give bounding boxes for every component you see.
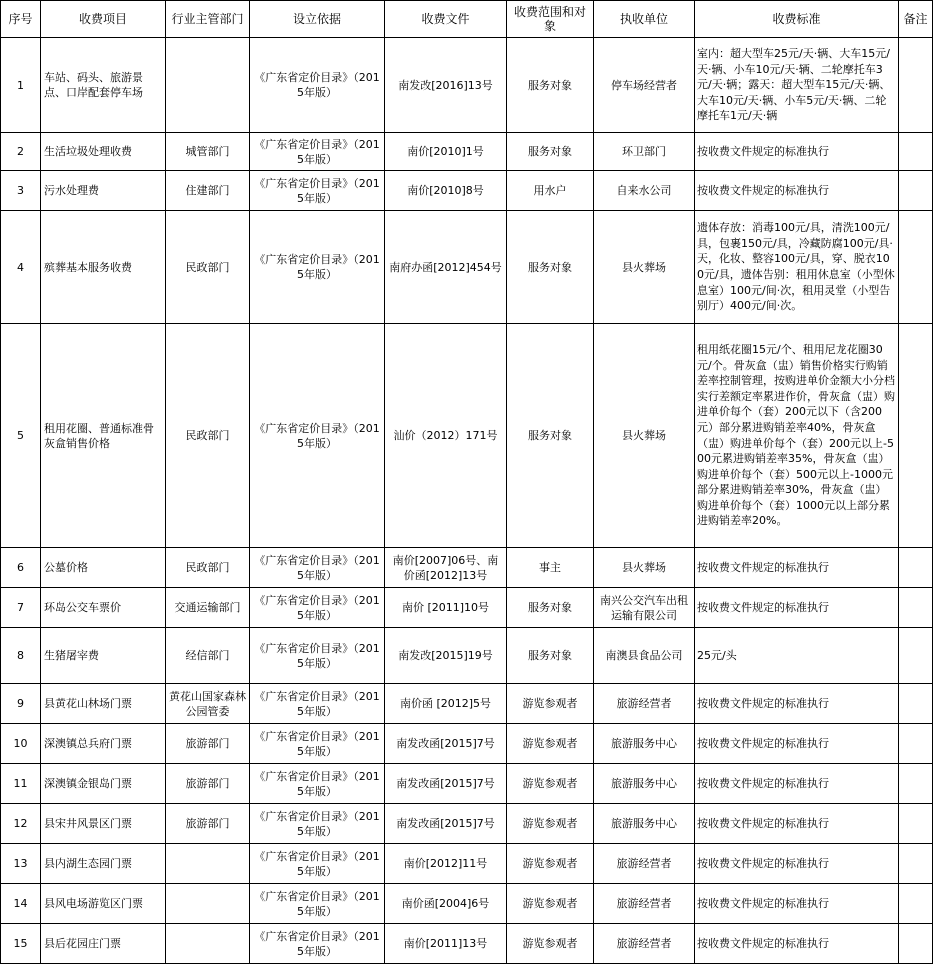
cell-item: 县内湖生态园门票 bbox=[41, 844, 166, 884]
cell-scope: 游览参观者 bbox=[507, 884, 594, 924]
cell-standard: 按收费文件规定的标准执行 bbox=[695, 804, 899, 844]
cell-note bbox=[899, 684, 933, 724]
cell-doc: 南发改[2016]13号 bbox=[385, 38, 507, 133]
cell-no: 13 bbox=[1, 844, 41, 884]
col-header-scope: 收费范围和对象 bbox=[507, 1, 594, 38]
col-header-item: 收费项目 bbox=[41, 1, 166, 38]
cell-doc: 南价[2011]13号 bbox=[385, 924, 507, 964]
cell-unit: 旅游服务中心 bbox=[594, 724, 695, 764]
cell-note bbox=[899, 548, 933, 588]
cell-dept: 交通运输部门 bbox=[166, 588, 250, 628]
cell-item: 深澳镇总兵府门票 bbox=[41, 724, 166, 764]
cell-note bbox=[899, 724, 933, 764]
table-row bbox=[1, 884, 933, 924]
cell-scope: 服务对象 bbox=[507, 211, 594, 324]
cell-standard: 按收费文件规定的标准执行 bbox=[695, 548, 899, 588]
cell-basis: 《广东省定价目录》（2015年版） bbox=[250, 884, 385, 924]
cell-standard: 按收费文件规定的标准执行 bbox=[695, 924, 899, 964]
cell-dept: 旅游部门 bbox=[166, 764, 250, 804]
cell-doc: 南价[2010]1号 bbox=[385, 133, 507, 171]
table-row bbox=[1, 171, 933, 211]
cell-scope: 服务对象 bbox=[507, 324, 594, 548]
cell-standard: 按收费文件规定的标准执行 bbox=[695, 133, 899, 171]
cell-unit: 县火葬场 bbox=[594, 324, 695, 548]
cell-unit: 旅游服务中心 bbox=[594, 804, 695, 844]
table-row bbox=[1, 211, 933, 324]
cell-item: 租用花圈、普通标准骨灰盒销售价格 bbox=[41, 324, 166, 548]
cell-no: 6 bbox=[1, 548, 41, 588]
table-row bbox=[1, 684, 933, 724]
cell-item: 污水处理费 bbox=[41, 171, 166, 211]
cell-note bbox=[899, 588, 933, 628]
cell-standard: 按收费文件规定的标准执行 bbox=[695, 764, 899, 804]
cell-standard: 按收费文件规定的标准执行 bbox=[695, 884, 899, 924]
cell-dept bbox=[166, 884, 250, 924]
cell-unit: 南澳县食品公司 bbox=[594, 628, 695, 684]
cell-unit: 环卫部门 bbox=[594, 133, 695, 171]
cell-dept: 城管部门 bbox=[166, 133, 250, 171]
cell-doc: 南价[2010]8号 bbox=[385, 171, 507, 211]
table-row bbox=[1, 628, 933, 684]
cell-unit: 县火葬场 bbox=[594, 211, 695, 324]
col-header-doc: 收费文件 bbox=[385, 1, 507, 38]
cell-scope: 游览参观者 bbox=[507, 764, 594, 804]
cell-basis: 《广东省定价目录》（2015年版） bbox=[250, 588, 385, 628]
table-row bbox=[1, 38, 933, 133]
table-row bbox=[1, 724, 933, 764]
cell-no: 11 bbox=[1, 764, 41, 804]
cell-unit: 旅游服务中心 bbox=[594, 764, 695, 804]
cell-note bbox=[899, 38, 933, 133]
cell-dept: 民政部门 bbox=[166, 548, 250, 588]
cell-basis: 《广东省定价目录》（2015年版） bbox=[250, 628, 385, 684]
cell-no: 8 bbox=[1, 628, 41, 684]
cell-scope: 游览参观者 bbox=[507, 844, 594, 884]
cell-note bbox=[899, 171, 933, 211]
cell-doc: 南发改[2015]19号 bbox=[385, 628, 507, 684]
table-row bbox=[1, 548, 933, 588]
cell-dept bbox=[166, 924, 250, 964]
col-header-note: 备注 bbox=[899, 1, 933, 38]
cell-note bbox=[899, 844, 933, 884]
cell-basis: 《广东省定价目录》（2015年版） bbox=[250, 924, 385, 964]
cell-doc: 南府办函[2012]454号 bbox=[385, 211, 507, 324]
cell-dept: 黄花山国家森林公园管委 bbox=[166, 684, 250, 724]
cell-dept bbox=[166, 38, 250, 133]
cell-basis: 《广东省定价目录》（2015年版） bbox=[250, 171, 385, 211]
cell-dept: 民政部门 bbox=[166, 211, 250, 324]
cell-doc: 南价[2012]11号 bbox=[385, 844, 507, 884]
cell-doc: 汕价（2012）171号 bbox=[385, 324, 507, 548]
cell-note bbox=[899, 884, 933, 924]
cell-doc: 南价 [2011]10号 bbox=[385, 588, 507, 628]
cell-basis: 《广东省定价目录》（2015年版） bbox=[250, 548, 385, 588]
cell-no: 15 bbox=[1, 924, 41, 964]
cell-no: 10 bbox=[1, 724, 41, 764]
cell-basis: 《广东省定价目录》（2015年版） bbox=[250, 38, 385, 133]
col-header-basis: 设立依据 bbox=[250, 1, 385, 38]
cell-basis: 《广东省定价目录》（2015年版） bbox=[250, 844, 385, 884]
cell-standard: 按收费文件规定的标准执行 bbox=[695, 844, 899, 884]
cell-item: 县宋井风景区门票 bbox=[41, 804, 166, 844]
cell-no: 1 bbox=[1, 38, 41, 133]
cell-no: 3 bbox=[1, 171, 41, 211]
table-row bbox=[1, 924, 933, 964]
table-row bbox=[1, 844, 933, 884]
cell-item: 生活垃圾处理收费 bbox=[41, 133, 166, 171]
cell-doc: 南价函 [2012]5号 bbox=[385, 684, 507, 724]
cell-basis: 《广东省定价目录》（2015年版） bbox=[250, 684, 385, 724]
cell-dept: 旅游部门 bbox=[166, 724, 250, 764]
cell-basis: 《广东省定价目录》（2015年版） bbox=[250, 324, 385, 548]
cell-scope: 事主 bbox=[507, 548, 594, 588]
cell-scope: 服务对象 bbox=[507, 588, 594, 628]
table-row bbox=[1, 324, 933, 548]
cell-item: 殡葬基本服务收费 bbox=[41, 211, 166, 324]
cell-no: 7 bbox=[1, 588, 41, 628]
cell-no: 5 bbox=[1, 324, 41, 548]
cell-dept bbox=[166, 844, 250, 884]
table-row bbox=[1, 804, 933, 844]
cell-unit: 自来水公司 bbox=[594, 171, 695, 211]
table-row bbox=[1, 588, 933, 628]
cell-standard: 室内：超大型车25元/天·辆、大车15元/天·辆、小车10元/天·辆、二轮摩托车3元/天·辆；露天：超大型车15元/天·辆、大车10元/天·辆、小车5元/天·辆、二轮摩托车1元/天·辆 bbox=[695, 38, 899, 133]
col-header-standard: 收费标准 bbox=[695, 1, 899, 38]
cell-doc: 南发改函[2015]7号 bbox=[385, 804, 507, 844]
cell-unit: 旅游经营者 bbox=[594, 884, 695, 924]
cell-note bbox=[899, 804, 933, 844]
cell-note bbox=[899, 211, 933, 324]
cell-note bbox=[899, 924, 933, 964]
cell-scope: 游览参观者 bbox=[507, 924, 594, 964]
cell-scope: 游览参观者 bbox=[507, 804, 594, 844]
cell-dept: 旅游部门 bbox=[166, 804, 250, 844]
cell-basis: 《广东省定价目录》（2015年版） bbox=[250, 133, 385, 171]
cell-note bbox=[899, 628, 933, 684]
cell-scope: 服务对象 bbox=[507, 133, 594, 171]
cell-no: 4 bbox=[1, 211, 41, 324]
header-row bbox=[1, 1, 933, 38]
col-header-no: 序号 bbox=[1, 1, 41, 38]
col-header-unit: 执收单位 bbox=[594, 1, 695, 38]
cell-item: 县风电场游览区门票 bbox=[41, 884, 166, 924]
cell-scope: 服务对象 bbox=[507, 628, 594, 684]
cell-item: 车站、码头、旅游景点、口岸配套停车场 bbox=[41, 38, 166, 133]
cell-note bbox=[899, 133, 933, 171]
cell-unit: 停车场经营者 bbox=[594, 38, 695, 133]
cell-no: 9 bbox=[1, 684, 41, 724]
cell-no: 12 bbox=[1, 804, 41, 844]
table-row bbox=[1, 133, 933, 171]
cell-dept: 住建部门 bbox=[166, 171, 250, 211]
cell-doc: 南发改函[2015]7号 bbox=[385, 764, 507, 804]
cell-doc: 南发改函[2015]7号 bbox=[385, 724, 507, 764]
cell-no: 14 bbox=[1, 884, 41, 924]
cell-standard: 按收费文件规定的标准执行 bbox=[695, 724, 899, 764]
cell-unit: 旅游经营者 bbox=[594, 924, 695, 964]
cell-standard: 租用纸花圈15元/个、租用尼龙花圈30元/个。骨灰盒（盅）销售价格实行购销差率控制管理，按购进单价金额大小分档实行差额定率累进作价，骨灰盒（盅）购进单价每个（套）200元以下（含200元）部分累进购销差率40%，骨灰盒（盅）购进单价每个（套）200元以上-500元累进购销差率35%，骨灰盒（盅）购进单价每个（套）500元以上-1000元部分累进购销差率30%，骨灰盒（盅）购进单价每个（套）1000元以上部分累进购销差率20%。 bbox=[695, 324, 899, 548]
cell-scope: 服务对象 bbox=[507, 38, 594, 133]
cell-standard: 25元/头 bbox=[695, 628, 899, 684]
cell-standard: 遗体存放：消毒100元/具，清洗100元/具，包裹150元/具，冷藏防腐100元/具·天，化妆、整容100元/具，穿、脱衣100元/具，遗体告别：租用休息室（小型休息室）100元/间·次，租用灵堂（小型告别厅）400元/间·次。 bbox=[695, 211, 899, 324]
cell-standard: 按收费文件规定的标准执行 bbox=[695, 684, 899, 724]
cell-scope: 游览参观者 bbox=[507, 684, 594, 724]
cell-no: 2 bbox=[1, 133, 41, 171]
cell-basis: 《广东省定价目录》（2015年版） bbox=[250, 724, 385, 764]
cell-doc: 南价函[2004]6号 bbox=[385, 884, 507, 924]
cell-item: 环岛公交车票价 bbox=[41, 588, 166, 628]
cell-item: 公墓价格 bbox=[41, 548, 166, 588]
cell-note bbox=[899, 764, 933, 804]
cell-unit: 旅游经营者 bbox=[594, 844, 695, 884]
cell-item: 县黄花山林场门票 bbox=[41, 684, 166, 724]
cell-scope: 游览参观者 bbox=[507, 724, 594, 764]
cell-basis: 《广东省定价目录》（2015年版） bbox=[250, 804, 385, 844]
cell-dept: 经信部门 bbox=[166, 628, 250, 684]
cell-standard: 按收费文件规定的标准执行 bbox=[695, 171, 899, 211]
cell-scope: 用水户 bbox=[507, 171, 594, 211]
cell-standard: 按收费文件规定的标准执行 bbox=[695, 588, 899, 628]
table-row bbox=[1, 764, 933, 804]
cell-basis: 《广东省定价目录》（2015年版） bbox=[250, 764, 385, 804]
cell-unit: 旅游经营者 bbox=[594, 684, 695, 724]
col-header-dept: 行业主管部门 bbox=[166, 1, 250, 38]
cell-item: 县后花园庄门票 bbox=[41, 924, 166, 964]
cell-unit: 县火葬场 bbox=[594, 548, 695, 588]
cell-doc: 南价[2007]06号、南价函[2012]13号 bbox=[385, 548, 507, 588]
cell-note bbox=[899, 324, 933, 548]
cell-basis: 《广东省定价目录》（2015年版） bbox=[250, 211, 385, 324]
cell-item: 深澳镇金银岛门票 bbox=[41, 764, 166, 804]
cell-unit: 南兴公交汽车出租运输有限公司 bbox=[594, 588, 695, 628]
cell-dept: 民政部门 bbox=[166, 324, 250, 548]
cell-item: 生猪屠宰费 bbox=[41, 628, 166, 684]
